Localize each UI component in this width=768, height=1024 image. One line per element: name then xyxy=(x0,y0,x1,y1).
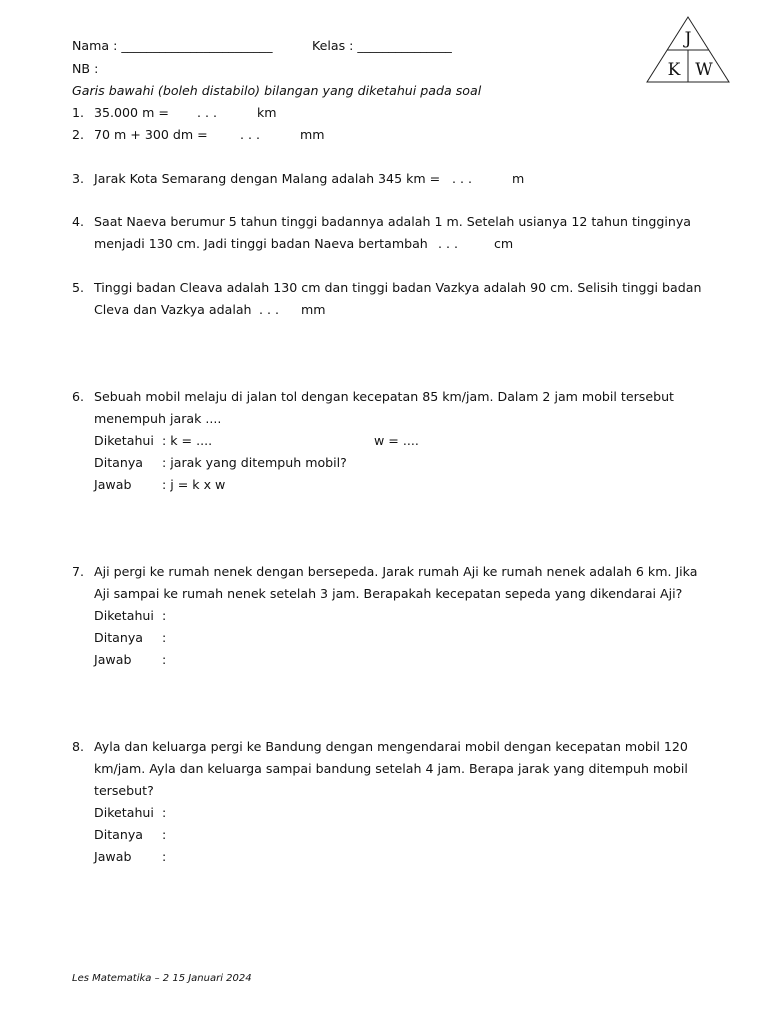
question-1-blank: . . . xyxy=(197,105,218,120)
triangle-label-w: W xyxy=(695,60,713,80)
question-number: 2. xyxy=(72,127,85,142)
question-number: 8. xyxy=(72,739,85,754)
diketahui-value: : k = .... xyxy=(162,433,213,448)
question-6-line-2: menempuh jarak .... xyxy=(94,411,222,426)
jawab-label: Jawab xyxy=(94,652,132,667)
ditanya-label: Ditanya xyxy=(94,455,144,470)
question-5-line-2: Cleva dan Vazkya adalah xyxy=(94,302,252,317)
question-number: 5. xyxy=(72,280,85,295)
question-7-line-1: Aji pergi ke rumah nenek dengan bersepeda. Jarak rumah Aji ke rumah nenek adalah 6 km. Jika xyxy=(94,564,698,579)
diketahui-label: Diketahui xyxy=(94,608,154,623)
question-2-unit: mm xyxy=(300,127,325,142)
question-2-text: 70 m + 300 dm = xyxy=(94,127,208,142)
question-5-line-1: Tinggi badan Cleava adalah 130 cm dan tinggi badan Vazkya adalah 90 cm. Selisih tinggi badan xyxy=(94,280,702,295)
page-footer: Les Matematika – 2 15 Januari 2024 xyxy=(72,973,252,984)
question-8-line-2: km/jam. Ayla dan keluarga sampai bandung setelah 4 jam. Berapa jarak yang ditempuh mobil xyxy=(94,761,688,776)
ditanya-label: Ditanya xyxy=(94,827,144,842)
nb-label: NB : xyxy=(72,61,99,76)
diketahui-colon: : xyxy=(162,805,167,820)
jawab-colon: : xyxy=(162,652,167,667)
question-number: 1. xyxy=(72,105,85,120)
question-1-unit: km xyxy=(257,105,277,120)
diketahui-label: Diketahui xyxy=(94,805,154,820)
question-number: 4. xyxy=(72,214,85,229)
jawab-label: Jawab xyxy=(94,477,132,492)
question-7-line-2: Aji sampai ke rumah nenek setelah 3 jam. Berapakah kecepatan sepeda yang dikendarai Aji? xyxy=(94,586,683,601)
question-5-blank: . . . xyxy=(259,302,280,317)
question-1-text: 35.000 m = xyxy=(94,105,169,120)
name-field-label: Nama : ________________________ xyxy=(72,38,273,53)
class-field-label: Kelas : _______________ xyxy=(312,38,452,53)
question-3-unit: m xyxy=(512,171,525,186)
jawab-label: Jawab xyxy=(94,849,132,864)
question-6-line-1: Sebuah mobil melaju di jalan tol dengan kecepatan 85 km/jam. Dalam 2 jam mobil tersebut xyxy=(94,389,674,404)
question-3-text: Jarak Kota Semarang dengan Malang adalah 345 km = xyxy=(94,171,441,186)
diketahui-value-w: w = .... xyxy=(374,433,419,448)
question-number: 6. xyxy=(72,389,85,404)
ditanya-label: Ditanya xyxy=(94,630,144,645)
jawab-value: : j = k x w xyxy=(162,477,226,492)
question-4-line-1: Saat Naeva berumur 5 tahun tinggi badannya adalah 1 m. Setelah usianya 12 tahun tingginya xyxy=(94,214,692,229)
diketahui-colon: : xyxy=(162,608,167,623)
question-4-blank: . . . xyxy=(438,236,459,251)
jawab-colon: : xyxy=(162,849,167,864)
jkw-triangle-diagram xyxy=(644,14,732,86)
question-4-unit: cm xyxy=(494,236,514,251)
triangle-label-j: J xyxy=(684,29,692,49)
question-number: 3. xyxy=(72,171,85,186)
ditanya-value: : jarak yang ditempuh mobil? xyxy=(162,455,347,470)
question-8-line-3: tersebut? xyxy=(94,783,154,798)
question-number: 7. xyxy=(72,564,85,579)
diketahui-label: Diketahui xyxy=(94,433,154,448)
question-4-line-2: menjadi 130 cm. Jadi tinggi badan Naeva bertambah xyxy=(94,236,428,251)
question-5-unit: mm xyxy=(301,302,326,317)
question-8-line-1: Ayla dan keluarga pergi ke Bandung dengan mengendarai mobil dengan kecepatan mobil 120 xyxy=(94,739,688,754)
ditanya-colon: : xyxy=(162,630,167,645)
question-3-blank: . . . xyxy=(452,171,473,186)
question-2-blank: . . . xyxy=(240,127,261,142)
instruction-text: Garis bawahi (boleh distabilo) bilangan yang diketahui pada soal xyxy=(72,83,482,98)
triangle-label-k: K xyxy=(667,60,681,80)
ditanya-colon: : xyxy=(162,827,167,842)
